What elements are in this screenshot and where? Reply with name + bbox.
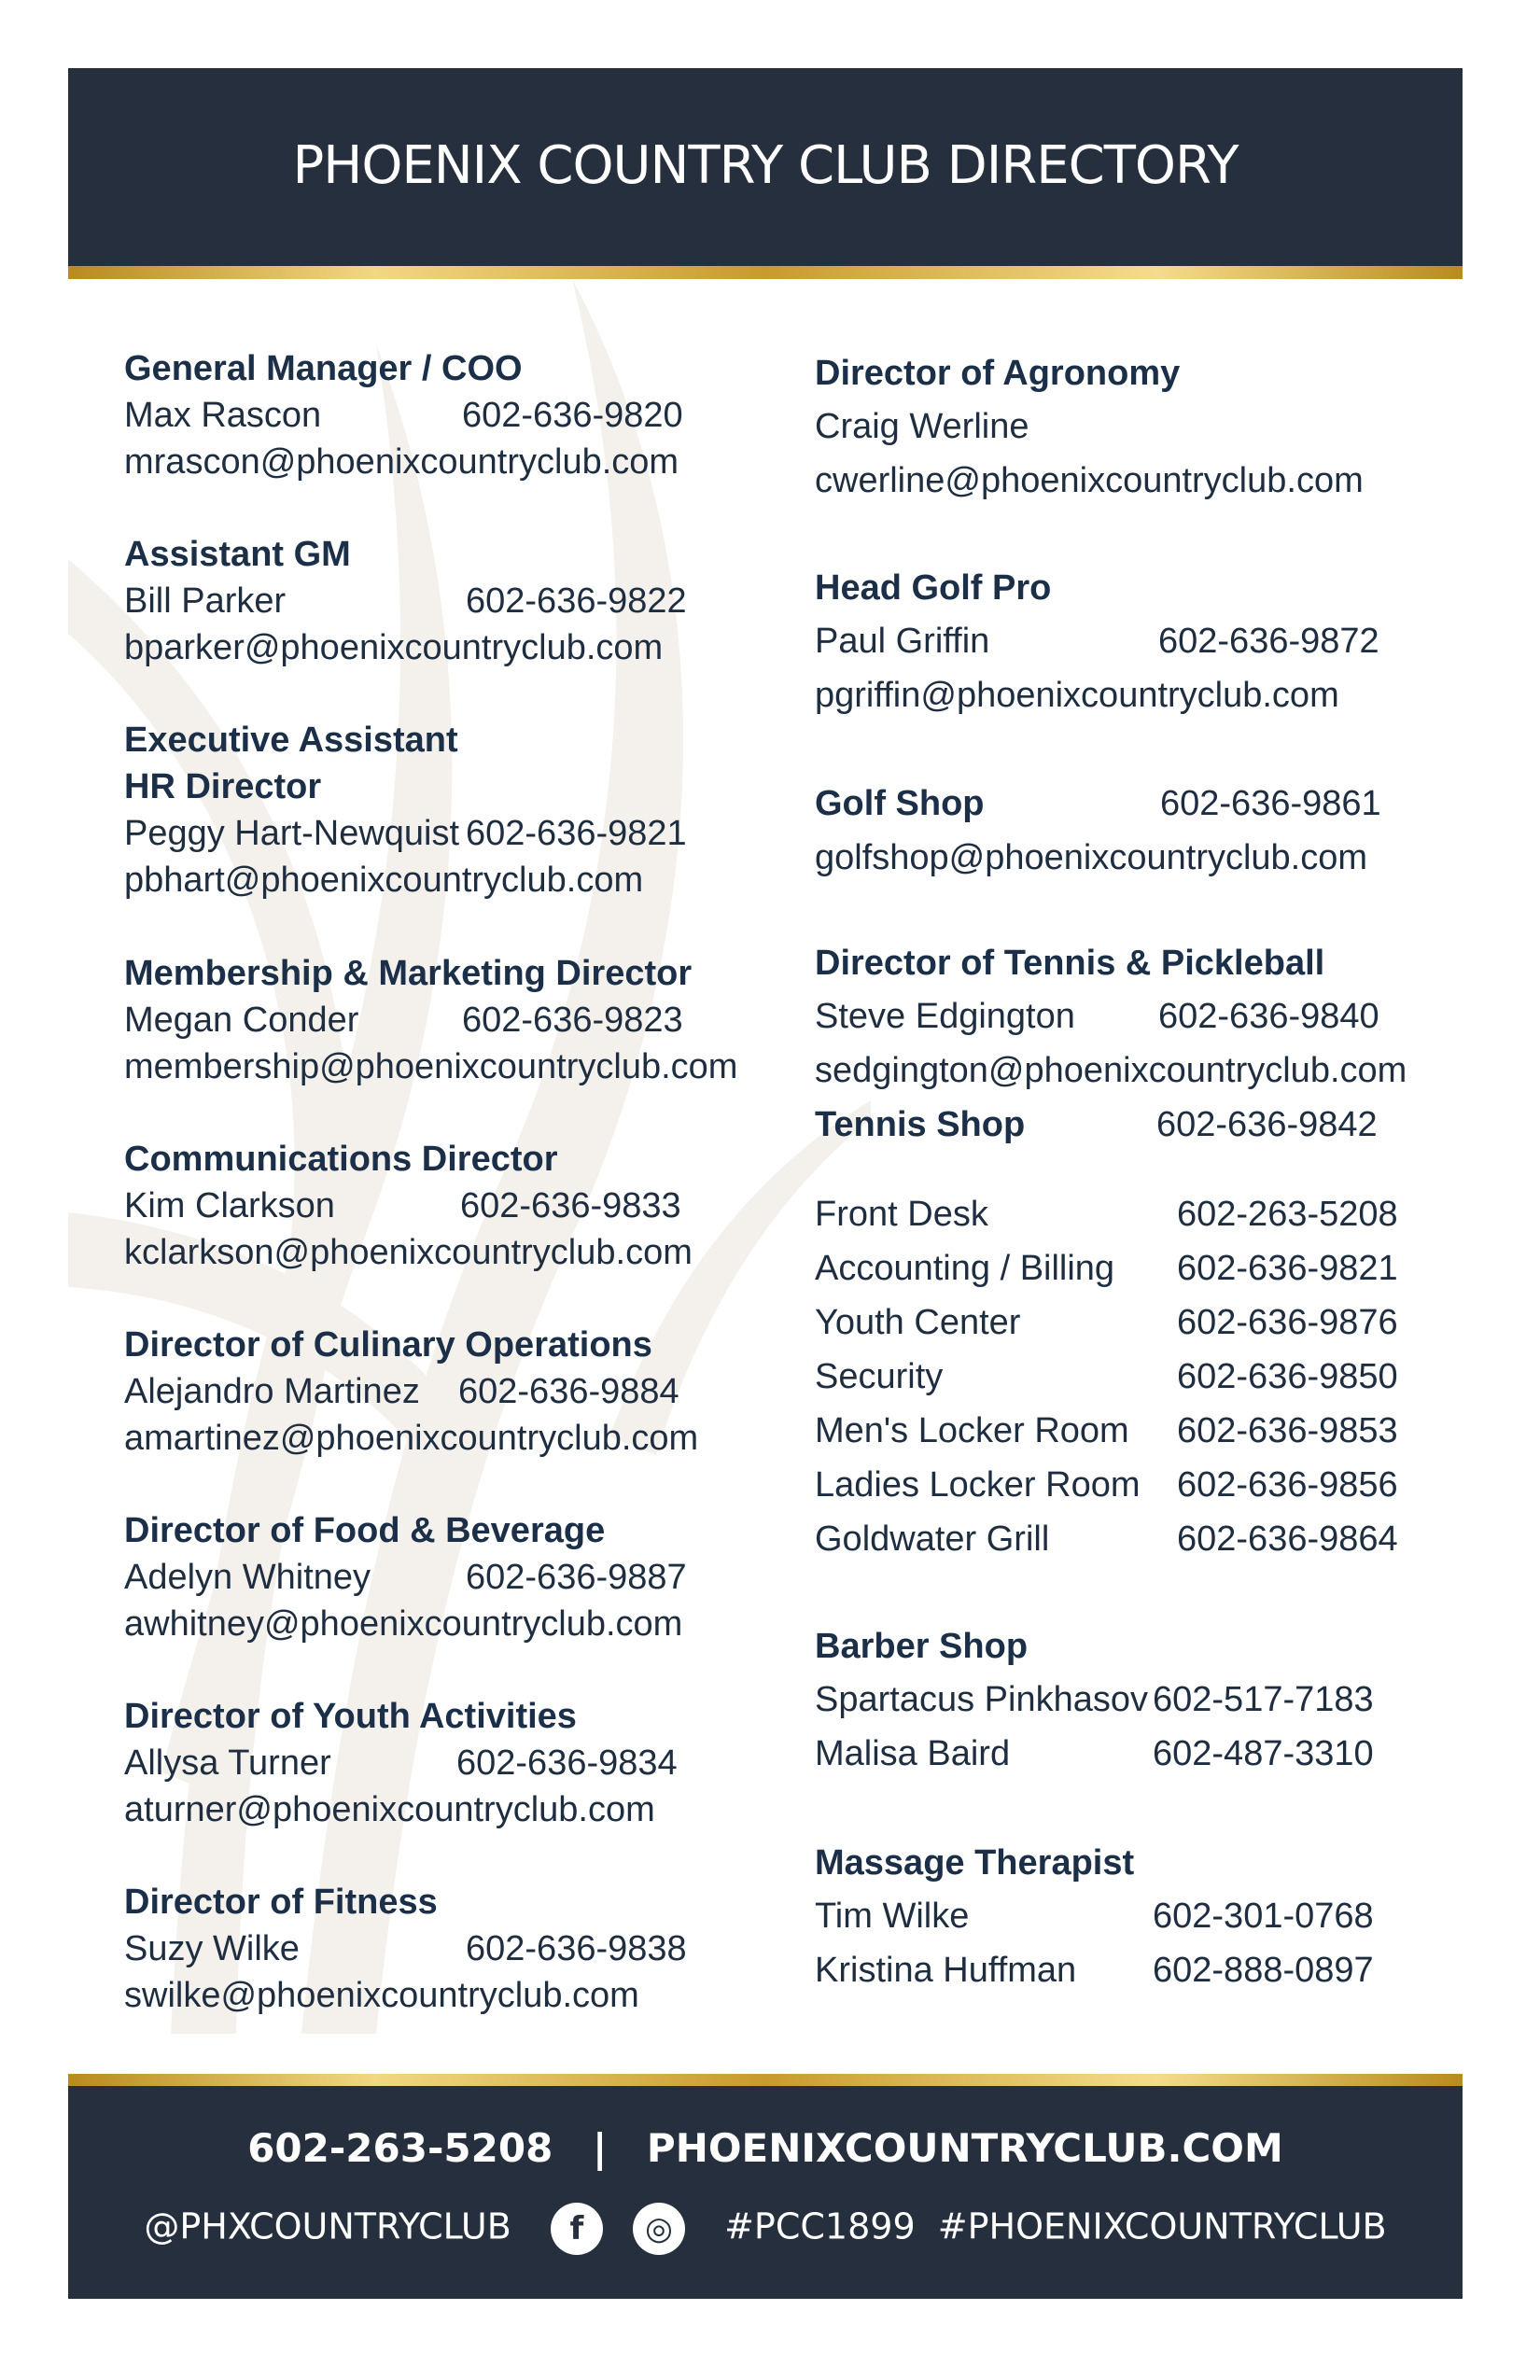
contact-email: pbhart@phoenixcountryclub.com: [124, 861, 644, 900]
entry-title: Massage Therapist: [815, 1843, 1135, 1883]
list-item: [815, 1404, 1449, 1458]
instagram-icon[interactable]: ◎: [633, 2203, 685, 2255]
contact-name: Craig Werline: [815, 407, 1029, 446]
contact-name: Suzy Wilke: [124, 1929, 300, 1968]
contact-name: Spartacus Pinkhasov: [815, 1680, 1148, 1719]
department-name: Men's Locker Room: [815, 1411, 1129, 1450]
contact-email: membership@phoenixcountryclub.com: [124, 1047, 738, 1086]
contact-name: Bill Parker: [124, 581, 287, 621]
header-banner: [68, 68, 1463, 266]
contact-name: Steve Edgington: [815, 997, 1075, 1036]
entry-culinary: [124, 1322, 759, 1507]
contact-email: amartinez@phoenixcountryclub.com: [124, 1419, 699, 1458]
contact-email: pgriffin@phoenixcountryclub.com: [815, 676, 1339, 715]
hashtags: #PCC1899 #PHOENIXCOUNTRYCLUB: [724, 2205, 1387, 2247]
departments-list: [815, 1187, 1449, 1620]
entry-subtitle: HR Director: [124, 767, 322, 806]
entry-title: Director of Agronomy: [815, 354, 1181, 393]
list-item: [815, 1512, 1449, 1566]
entry-title: Golf Shop: [815, 784, 985, 823]
contact-name: Tim Wilke: [815, 1897, 970, 1936]
contact-phone: 602-636-9820: [462, 396, 683, 435]
contact-email: cwerline@phoenixcountryclub.com: [815, 461, 1364, 500]
right-column: [815, 347, 1449, 2005]
department-name: Ladies Locker Room: [815, 1465, 1141, 1505]
entry-fitness: [124, 1879, 759, 2028]
list-item: [815, 1295, 1449, 1350]
contact-name: Allysa Turner: [124, 1743, 331, 1783]
list-item: [815, 1673, 1449, 1727]
contact-email: swilke@phoenixcountryclub.com: [124, 1976, 639, 2015]
department-name: Accounting / Billing: [815, 1249, 1115, 1288]
list-item: [815, 1889, 1449, 1943]
contact-phone: 602-636-9821: [466, 814, 687, 853]
entry-barber-shop: [815, 1620, 1449, 1837]
entry-general-manager: [124, 345, 759, 531]
contact-name: Megan Conder: [124, 1001, 359, 1040]
gold-divider-bottom: [68, 2074, 1463, 2087]
contact-name: Peggy Hart-Newquist: [124, 814, 460, 853]
contact-phone: 602-487-3310: [1153, 1734, 1374, 1773]
contact-phone: 602-888-0897: [1153, 1951, 1374, 1990]
entry-membership: [124, 950, 759, 1136]
department-phone: 602-636-9864: [1177, 1519, 1398, 1559]
footer-website[interactable]: PHOENIXCOUNTRYCLUB.COM: [646, 2125, 1283, 2171]
entry-head-golf-pro: [815, 562, 1449, 777]
entry-title: Communications Director: [124, 1140, 558, 1179]
list-item: [815, 1187, 1449, 1241]
entry-title: Director of Tennis & Pickleball: [815, 944, 1325, 983]
contact-email: awhitney@phoenixcountryclub.com: [124, 1604, 683, 1644]
footer-banner: [68, 2086, 1463, 2299]
department-phone: 602-263-5208: [1177, 1195, 1398, 1234]
entry-title: Assistant GM: [124, 535, 351, 574]
department-phone: 602-636-9876: [1177, 1303, 1398, 1342]
department-name: Front Desk: [815, 1195, 988, 1234]
contact-phone: 602-636-9833: [460, 1186, 681, 1225]
entry-title: Membership & Marketing Director: [124, 954, 693, 993]
contact-phone: 602-636-9823: [462, 1001, 683, 1040]
list-item: [815, 1350, 1449, 1404]
footer-phone[interactable]: 602-263-5208: [247, 2125, 553, 2171]
footer-contact-line: [68, 2125, 1463, 2171]
footer-social-line: [68, 2203, 1463, 2255]
department-name: Goldwater Grill: [815, 1519, 1050, 1559]
tennis-shop-title: Tennis Shop: [815, 1105, 1026, 1144]
contact-phone: 602-636-9884: [458, 1372, 679, 1411]
footer-separator: |: [592, 2125, 608, 2171]
entry-title: Director of Culinary Operations: [124, 1325, 652, 1365]
facebook-icon[interactable]: f: [551, 2203, 603, 2255]
contact-phone: 602-301-0768: [1153, 1897, 1374, 1936]
entry-massage-therapist: [815, 1837, 1449, 2005]
contact-name: Malisa Baird: [815, 1734, 1011, 1773]
contact-name: Adelyn Whitney: [124, 1558, 371, 1597]
entry-golf-shop: [815, 777, 1449, 937]
department-name: Security: [815, 1357, 944, 1396]
list-item: [815, 1727, 1449, 1781]
contact-name: Kim Clarkson: [124, 1186, 335, 1225]
entry-tennis: [815, 937, 1449, 1187]
left-column: [124, 345, 759, 2028]
contact-phone: 602-636-9842: [1156, 1105, 1378, 1144]
entry-title: Barber Shop: [815, 1627, 1029, 1666]
entry-title: Executive Assistant: [124, 721, 458, 760]
list-item: [815, 1943, 1449, 1997]
contact-phone: 602-636-9834: [456, 1743, 678, 1783]
contact-phone: 602-636-9887: [466, 1558, 687, 1597]
entry-title: General Manager / COO: [124, 349, 523, 388]
contact-name: Kristina Huffman: [815, 1951, 1077, 1990]
contact-email: bparker@phoenixcountryclub.com: [124, 628, 664, 667]
entry-title: Head Golf Pro: [815, 568, 1052, 608]
contact-phone: 602-636-9838: [466, 1929, 687, 1968]
gold-divider-top: [68, 266, 1463, 279]
entry-title: Director of Youth Activities: [124, 1697, 577, 1736]
page-title: PHOENIX COUNTRY CLUB DIRECTORY: [292, 135, 1239, 196]
contact-email: kclarkson@phoenixcountryclub.com: [124, 1233, 693, 1272]
department-phone: 602-636-9821: [1177, 1249, 1398, 1288]
social-handle[interactable]: @PHXCOUNTRYCLUB: [144, 2205, 511, 2247]
contact-email: golfshop@phoenixcountryclub.com: [815, 838, 1368, 877]
entry-agronomy: [815, 347, 1449, 562]
department-phone: 602-636-9850: [1177, 1357, 1398, 1396]
contact-phone: 602-636-9861: [1160, 784, 1381, 823]
department-phone: 602-636-9853: [1177, 1411, 1398, 1450]
department-name: Youth Center: [815, 1303, 1021, 1342]
contact-phone: 602-636-9840: [1158, 997, 1379, 1036]
entry-youth-activities: [124, 1693, 759, 1879]
contact-email: mrascon@phoenixcountryclub.com: [124, 442, 679, 482]
entry-communications: [124, 1136, 759, 1322]
entry-title: Director of Food & Beverage: [124, 1511, 606, 1550]
entry-executive-assistant: [124, 717, 759, 950]
list-item: [815, 1241, 1449, 1295]
contact-name: Max Rascon: [124, 396, 322, 435]
entry-assistant-gm: [124, 531, 759, 717]
contact-phone: 602-636-9822: [466, 581, 687, 621]
entry-title: Director of Fitness: [124, 1883, 438, 1922]
contact-name: Alejandro Martinez: [124, 1372, 420, 1411]
contact-email: sedgington@phoenixcountryclub.com: [815, 1051, 1407, 1090]
entry-food-beverage: [124, 1507, 759, 1693]
contact-phone: 602-636-9872: [1158, 622, 1379, 661]
department-phone: 602-636-9856: [1177, 1465, 1398, 1505]
contact-name: Paul Griffin: [815, 622, 990, 661]
contact-email: aturner@phoenixcountryclub.com: [124, 1790, 655, 1829]
contact-phone: 602-517-7183: [1153, 1680, 1374, 1719]
list-item: [815, 1458, 1449, 1512]
